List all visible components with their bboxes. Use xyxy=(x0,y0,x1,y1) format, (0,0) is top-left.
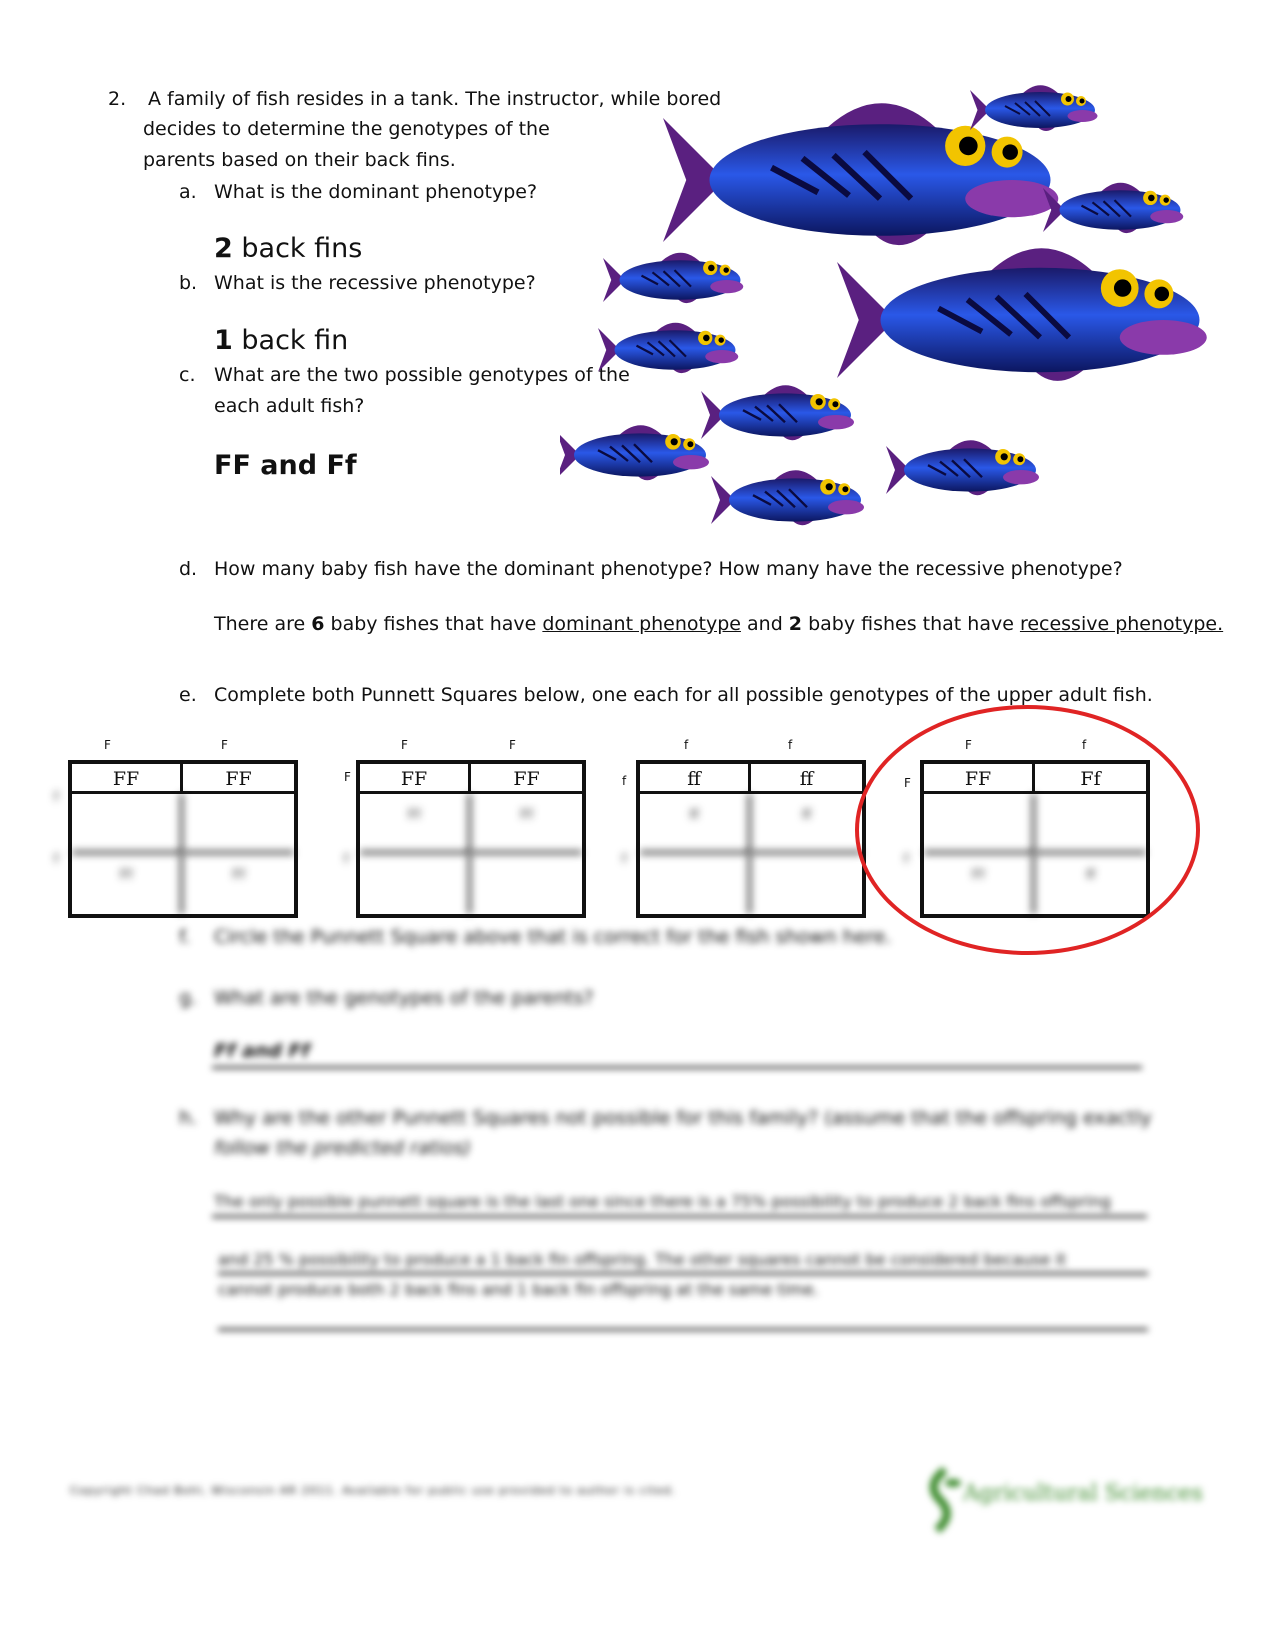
footer-copyright: Copyright Chad Bohl, Wisconsin AR 2011. Available for public use provided to author is cited. xyxy=(70,1484,676,1497)
punnett-cell[interactable]: FF xyxy=(72,764,183,794)
punnett-cell[interactable] xyxy=(751,854,862,914)
question-intro-line1: A family of fish resides in a tank. The instructor, while bored xyxy=(148,88,722,110)
punnett-square-1 xyxy=(54,738,298,950)
item-d-answer-dominant: dominant phenotype xyxy=(542,613,741,635)
fish-adult-lower xyxy=(837,248,1207,381)
punnett-side-allele: f xyxy=(54,790,59,804)
item-a-answer xyxy=(214,233,362,264)
punnett-cell[interactable] xyxy=(640,854,751,914)
fish-baby xyxy=(603,253,743,303)
item-a-prompt: What is the dominant phenotype? xyxy=(214,181,538,203)
punnett-side-allele: F xyxy=(904,776,911,790)
fish-baby xyxy=(711,470,864,525)
item-b-letter: b. xyxy=(179,272,198,294)
punnett-cell[interactable]: Ff xyxy=(72,854,183,914)
punnett-cell[interactable]: FF xyxy=(471,764,582,794)
item-b-answer xyxy=(214,325,348,356)
punnett-top-allele: F xyxy=(509,738,516,752)
item-d-answer-part3: and xyxy=(740,613,789,635)
fish-baby xyxy=(1043,183,1183,233)
punnett-cell[interactable]: FF xyxy=(183,764,294,794)
punnett-cell[interactable]: FF xyxy=(924,764,1035,794)
item-d-answer-recessive: recessive phenotype. xyxy=(1019,613,1224,635)
punnett-square-3 xyxy=(622,738,866,950)
item-c-prompt-line1: What are the two possible genotypes of the xyxy=(214,364,630,386)
fish-baby xyxy=(970,85,1098,131)
item-b-answer-number: 1 xyxy=(214,325,233,356)
item-h-answer-line3: cannot produce both 2 back fins and 1 back fin offspring at the same time. xyxy=(218,1280,819,1299)
item-a-answer-number: 2 xyxy=(214,233,233,264)
punnett-cell[interactable]: Ff xyxy=(924,854,1035,914)
punnett-cell[interactable] xyxy=(72,794,183,854)
fish-family-illustration xyxy=(560,70,1260,560)
fish-baby xyxy=(598,323,738,373)
question-intro-line2: decides to determine the genotypes of the xyxy=(143,118,550,140)
punnett-cell[interactable]: Ff xyxy=(471,794,582,854)
item-b-prompt: What is the recessive phenotype? xyxy=(214,272,536,294)
item-d-answer-num1: 6 xyxy=(311,613,325,635)
punnett-side-allele: F xyxy=(344,770,351,784)
punnett-top-allele: f xyxy=(684,738,689,752)
answer-line xyxy=(212,1066,1142,1069)
punnett-top-allele: F xyxy=(104,738,111,752)
item-f-letter: f. xyxy=(179,926,191,948)
punnett-top-allele: f xyxy=(788,738,793,752)
punnett-cell[interactable]: Ff xyxy=(1035,764,1146,794)
item-d-answer-part1: There are xyxy=(214,613,312,635)
leaf-logo-icon xyxy=(925,1465,965,1535)
footer-logo xyxy=(925,1465,1203,1535)
item-g-letter: g. xyxy=(179,987,198,1009)
punnett-side-allele: f xyxy=(622,774,627,788)
punnett-side-allele: f xyxy=(904,852,909,866)
item-h-prompt-line1: Why are the other Punnett Squares not possible for this family? (assume that the offspring exactly xyxy=(214,1107,1152,1129)
punnett-cell[interactable] xyxy=(360,854,471,914)
punnett-top-allele: F xyxy=(401,738,408,752)
item-h-letter: h. xyxy=(179,1107,198,1129)
answer-line xyxy=(218,1328,1148,1331)
punnett-side-allele: f xyxy=(54,852,59,866)
punnett-top-allele: f xyxy=(1082,738,1087,752)
item-f-prompt: Circle the Punnett Square above that is correct for the fish shown here. xyxy=(214,926,892,948)
question-number: 2. xyxy=(108,88,127,110)
item-a-letter: a. xyxy=(179,181,197,203)
item-g-answer: Ff and Ff xyxy=(214,1040,310,1062)
punnett-side-allele: f xyxy=(344,852,349,866)
punnett-cell[interactable]: Ff xyxy=(232,867,245,881)
item-c-letter: c. xyxy=(179,364,196,386)
item-h-prompt-line2: follow the predicted ratios) xyxy=(214,1137,472,1159)
answer-line xyxy=(218,1272,1148,1275)
item-a-answer-text: back fins xyxy=(232,233,363,264)
punnett-top-allele: F xyxy=(221,738,228,752)
punnett-cell[interactable]: FF xyxy=(360,764,471,794)
punnett-cell[interactable]: ff xyxy=(640,764,751,794)
punnett-cell[interactable]: ff xyxy=(751,764,862,794)
item-d-answer xyxy=(214,613,1223,637)
question-intro-line3: parents based on their back fins. xyxy=(143,149,456,171)
punnett-side-allele: f xyxy=(622,852,627,866)
punnett-cell[interactable] xyxy=(183,794,294,854)
punnett-cell[interactable]: ff xyxy=(640,794,751,854)
item-e-prompt: Complete both Punnett Squares below, one each for all possible genotypes of the upper adult fish. xyxy=(214,684,1153,706)
item-h-answer-line1: The only possible punnett square is the last one since there is a 75% possibility to produce 2 back fins offspring xyxy=(214,1192,1111,1211)
fish-adult-upper xyxy=(663,103,1058,245)
item-c-answer: FF and Ff xyxy=(214,450,357,481)
item-d-answer-num2: 2 xyxy=(788,613,803,635)
item-b-answer-text: back fin xyxy=(232,325,349,356)
fish-baby xyxy=(701,385,854,440)
punnett-square-2 xyxy=(344,738,586,950)
item-d-answer-part4: baby fishes that have xyxy=(802,613,1020,635)
item-e-letter: e. xyxy=(179,684,197,706)
punnett-top-allele: F xyxy=(965,738,972,752)
fish-baby xyxy=(560,425,709,480)
answer-line xyxy=(212,1215,1147,1218)
item-c-prompt-line2: each adult fish? xyxy=(214,395,365,417)
punnett-cell[interactable]: ff xyxy=(1086,867,1095,881)
punnett-cell[interactable]: Ff xyxy=(360,794,471,854)
punnett-cell[interactable]: ff xyxy=(751,794,862,854)
item-h-answer-line2: and 25 % possibility to produce a 1 back fin offspring. The other squares cannot be considered because it xyxy=(218,1250,1067,1269)
item-g-prompt: What are the genotypes of the parents? xyxy=(214,987,594,1009)
correct-square-circle xyxy=(855,705,1200,955)
item-d-answer-part2: baby fishes that have xyxy=(324,613,543,635)
footer-logo-text: Agricultural Sciences xyxy=(963,1481,1203,1506)
fish-baby xyxy=(886,440,1039,495)
item-d-letter: d. xyxy=(179,558,198,580)
punnett-cell[interactable] xyxy=(471,854,582,914)
item-d-prompt: How many baby fish have the dominant phenotype? How many have the recessive phenotype? xyxy=(214,558,1123,580)
